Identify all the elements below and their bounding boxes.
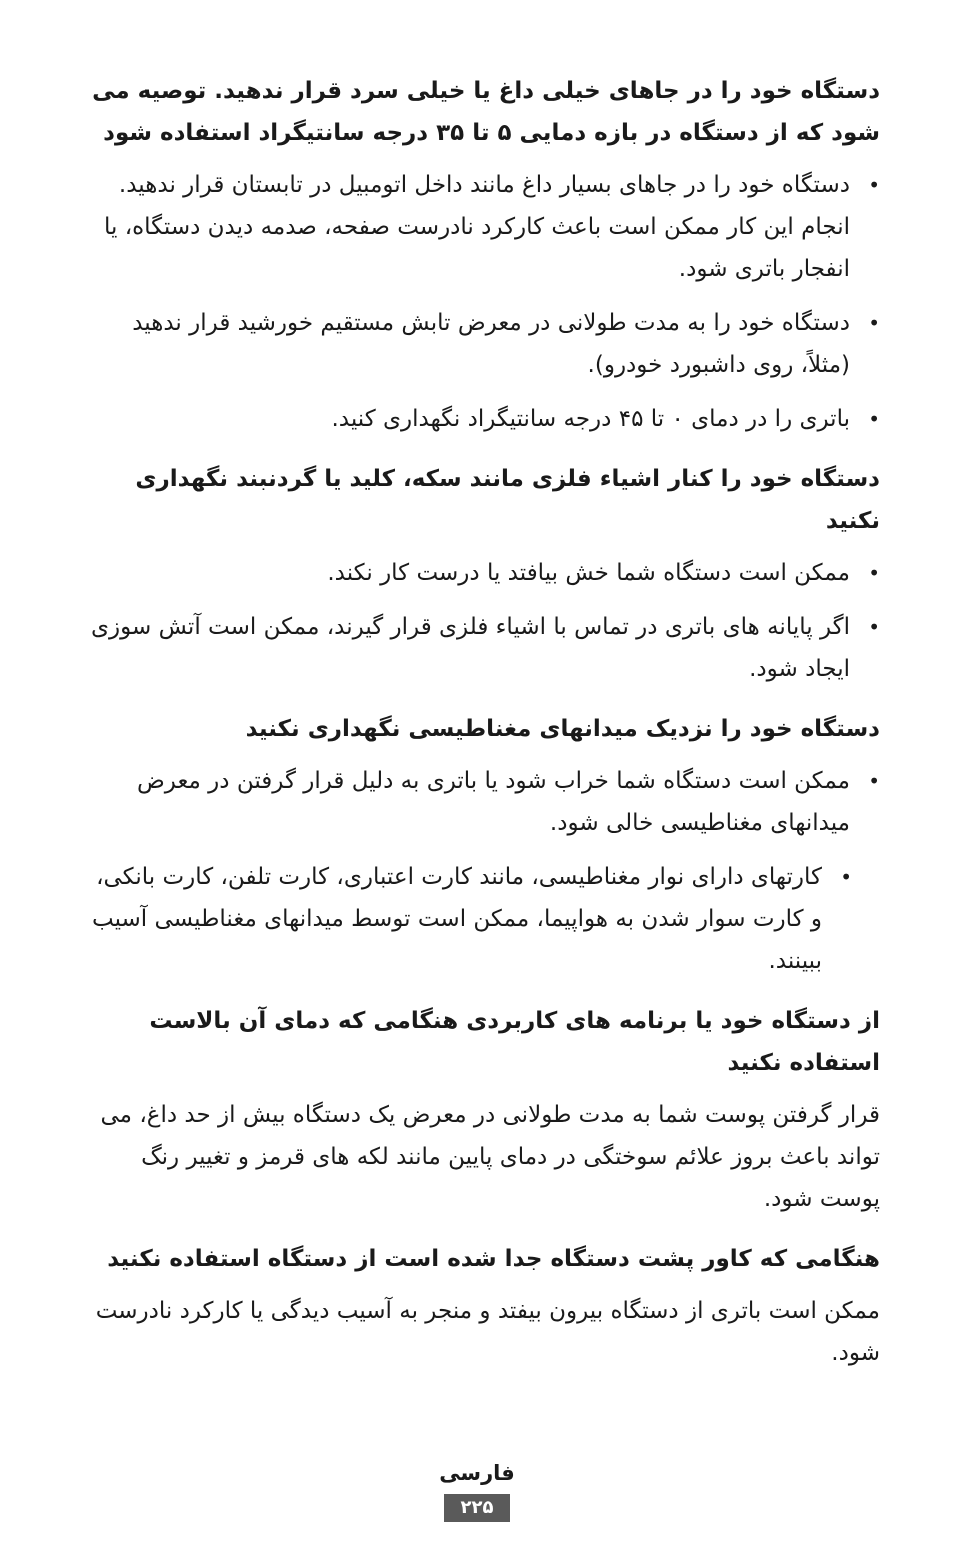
bullet-list: [78, 552, 880, 690]
list-item: [78, 606, 880, 690]
section-paragraph: قرار گرفتن پوست شما به مدت طولانی در معرض یک دستگاه بیش از حد داغ، می تواند باعث بروز علائم سوختگی در دمای پایین مانند لکه های قرمز و تغییر رنگ پوست شود.: [100, 1102, 880, 1212]
section-heading: هنگامی که کاور پشت دستگاه جدا شده است از دستگاه استفاده نکنید: [107, 1246, 880, 1272]
section-magnetic-fields: [78, 708, 880, 982]
list-item-text: ممکن است دستگاه شما خراب شود یا باتری به دلیل قرار گرفتن در معرض میدانهای مغناطیسی خالی شود.: [136, 768, 850, 836]
list-item-text: دستگاه خود را به مدت طولانی در معرض تابش مستقیم خورشید قرار ندهید (مثلاً، روی داشبورد خودرو).: [132, 310, 850, 378]
bullet-icon: •: [868, 769, 880, 793]
section-temperature: [78, 70, 880, 440]
page-number-badge: ۲۲۵: [444, 1494, 510, 1522]
bullet-icon: •: [868, 615, 880, 639]
list-item-text: باتری را در دمای ۰ تا ۴۵ درجه سانتیگراد نگهداری کنید.: [331, 406, 850, 432]
list-item-text: ممکن است دستگاه شما خش بیافتد یا درست کار نکند.: [327, 560, 850, 586]
section-high-temperature-use: [78, 1000, 880, 1220]
bullet-icon: •: [868, 173, 880, 197]
list-item: [78, 398, 880, 440]
section-heading: از دستگاه خود یا برنامه های کاربردی هنگامی که دمای آن بالاست استفاده نکنید: [149, 1008, 880, 1076]
document-body: [78, 70, 880, 1392]
bullet-icon: •: [868, 561, 880, 585]
list-item: [78, 856, 852, 982]
bullet-icon: •: [868, 407, 880, 431]
section-metal-objects: [78, 458, 880, 690]
list-item: [78, 302, 880, 386]
section-heading: دستگاه خود را در جاهای خیلی داغ یا خیلی سرد قرار ندهید. توصیه می شود که از دستگاه در بازه دمایی ۵ تا ۳۵ درجه سانتیگراد استفاده شود: [92, 78, 880, 146]
section-back-cover: [78, 1238, 880, 1374]
bullet-icon: •: [868, 311, 880, 335]
list-item-text: کارتهای دارای نوار مغناطیسی، مانند کارت اعتباری، کارت تلفن، کارت بانکی، و کارت سوار شدن به هواپیما، ممکن است توسط میدانهای مغناطیسی آسیب ببینند.: [91, 864, 822, 974]
section-heading: دستگاه خود را نزدیک میدانهای مغناطیسی نگهداری نکنید: [245, 716, 880, 742]
list-item: [78, 552, 880, 594]
bullet-icon: •: [840, 865, 852, 889]
bullet-list: [78, 164, 880, 440]
list-item-text: اگر پایانه های باتری در تماس با اشیاء فلزی قرار گیرند، ممکن است آتش سوزی ایجاد شود.: [91, 614, 850, 682]
list-item-text: دستگاه خود را در جاهای بسیار داغ مانند داخل اتومبیل در تابستان قرار ندهید. انجام این کار ممکن است باعث کارکرد نادرست صفحه، صدمه دیدن دستگاه، یا انفجار باتری شود.: [103, 172, 850, 282]
section-heading: دستگاه خود را کنار اشیاء فلزی مانند سکه، کلید یا گردنبند نگهداری نکنید: [135, 466, 880, 534]
bullet-list: [78, 760, 880, 982]
list-item: [78, 760, 880, 844]
list-item: [78, 164, 880, 290]
footer-language-label: فارسی: [439, 1461, 515, 1485]
section-paragraph: ممکن است باتری از دستگاه بیرون بیفتد و منجر به آسیب دیدگی یا کارکرد نادرست شود.: [95, 1298, 880, 1366]
page-footer: [0, 1458, 954, 1522]
